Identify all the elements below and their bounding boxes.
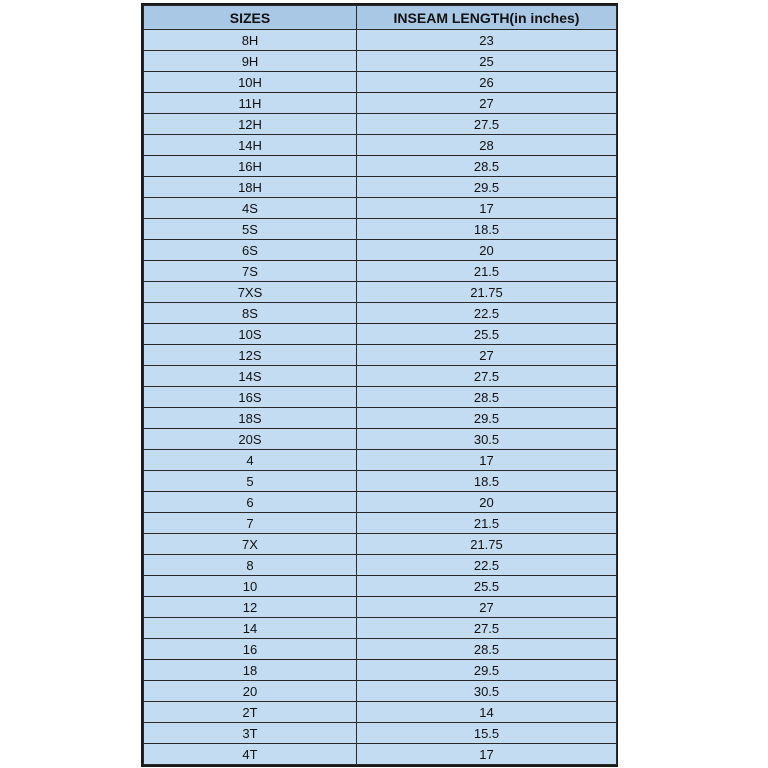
inseam-cell: 21.75: [357, 282, 617, 303]
header-row: [144, 6, 617, 30]
size-cell: 11H: [144, 93, 357, 114]
inseam-cell: 26: [357, 72, 617, 93]
table-row: [144, 450, 617, 471]
size-cell: 4T: [144, 744, 357, 765]
size-cell: 10S: [144, 324, 357, 345]
table-row: [144, 618, 617, 639]
size-cell: 7XS: [144, 282, 357, 303]
table-row: [144, 492, 617, 513]
table-row: [144, 72, 617, 93]
size-cell: 10: [144, 576, 357, 597]
size-cell: 5: [144, 471, 357, 492]
table-row: [144, 744, 617, 765]
size-cell: 3T: [144, 723, 357, 744]
size-cell: 18H: [144, 177, 357, 198]
size-cell: 20S: [144, 429, 357, 450]
size-cell: 4: [144, 450, 357, 471]
inseam-cell: 23: [357, 30, 617, 51]
table-row: [144, 324, 617, 345]
table-row: [144, 219, 617, 240]
inseam-cell: 21.5: [357, 261, 617, 282]
size-cell: 8S: [144, 303, 357, 324]
inseam-cell: 27: [357, 345, 617, 366]
inseam-cell: 17: [357, 744, 617, 765]
size-cell: 7S: [144, 261, 357, 282]
size-cell: 12S: [144, 345, 357, 366]
table-row: [144, 156, 617, 177]
inseam-cell: 25: [357, 51, 617, 72]
table-row: [144, 513, 617, 534]
size-cell: 10H: [144, 72, 357, 93]
table-row: [144, 177, 617, 198]
inseam-cell: 30.5: [357, 429, 617, 450]
size-chart: [141, 3, 618, 767]
table-row: [144, 366, 617, 387]
table-row: [144, 114, 617, 135]
table-body: [144, 30, 617, 765]
inseam-cell: 25.5: [357, 324, 617, 345]
inseam-cell: 25.5: [357, 576, 617, 597]
table-row: [144, 597, 617, 618]
size-cell: 8H: [144, 30, 357, 51]
inseam-cell: 27.5: [357, 618, 617, 639]
table-row: [144, 723, 617, 744]
table-row: [144, 681, 617, 702]
inseam-cell: 29.5: [357, 408, 617, 429]
size-cell: 7: [144, 513, 357, 534]
size-cell: 6S: [144, 240, 357, 261]
table-row: [144, 555, 617, 576]
inseam-cell: 28: [357, 135, 617, 156]
table-row: [144, 282, 617, 303]
table-row: [144, 471, 617, 492]
table-row: [144, 198, 617, 219]
size-table: [143, 5, 617, 765]
size-cell: 20: [144, 681, 357, 702]
table-row: [144, 135, 617, 156]
size-cell: 6: [144, 492, 357, 513]
table-row: [144, 576, 617, 597]
table-row: [144, 639, 617, 660]
table-row: [144, 345, 617, 366]
size-cell: 4S: [144, 198, 357, 219]
table-row: [144, 30, 617, 51]
table-row: [144, 408, 617, 429]
size-cell: 12H: [144, 114, 357, 135]
size-cell: 2T: [144, 702, 357, 723]
size-cell: 8: [144, 555, 357, 576]
inseam-cell: 20: [357, 492, 617, 513]
inseam-cell: 20: [357, 240, 617, 261]
table-row: [144, 387, 617, 408]
table-row: [144, 240, 617, 261]
inseam-cell: 27: [357, 93, 617, 114]
table-row: [144, 261, 617, 282]
table-row: [144, 303, 617, 324]
table-row: [144, 534, 617, 555]
size-cell: 14: [144, 618, 357, 639]
inseam-cell: 29.5: [357, 660, 617, 681]
size-cell: 18: [144, 660, 357, 681]
header-sizes: SIZES: [144, 6, 357, 30]
size-cell: 5S: [144, 219, 357, 240]
inseam-cell: 27.5: [357, 366, 617, 387]
inseam-cell: 28.5: [357, 387, 617, 408]
inseam-cell: 18.5: [357, 219, 617, 240]
inseam-cell: 27: [357, 597, 617, 618]
inseam-cell: 28.5: [357, 639, 617, 660]
inseam-cell: 17: [357, 198, 617, 219]
inseam-cell: 18.5: [357, 471, 617, 492]
size-cell: 9H: [144, 51, 357, 72]
inseam-cell: 29.5: [357, 177, 617, 198]
inseam-cell: 17: [357, 450, 617, 471]
header-inseam-length: INSEAM LENGTH(in inches): [357, 6, 617, 30]
size-cell: 16S: [144, 387, 357, 408]
size-cell: 12: [144, 597, 357, 618]
table-row: [144, 702, 617, 723]
inseam-cell: 15.5: [357, 723, 617, 744]
inseam-cell: 27.5: [357, 114, 617, 135]
size-cell: 16H: [144, 156, 357, 177]
inseam-cell: 21.5: [357, 513, 617, 534]
size-cell: 18S: [144, 408, 357, 429]
table-row: [144, 429, 617, 450]
size-cell: 16: [144, 639, 357, 660]
size-cell: 7X: [144, 534, 357, 555]
size-cell: 14S: [144, 366, 357, 387]
table-row: [144, 660, 617, 681]
inseam-cell: 21.75: [357, 534, 617, 555]
inseam-cell: 14: [357, 702, 617, 723]
inseam-cell: 30.5: [357, 681, 617, 702]
table-row: [144, 93, 617, 114]
inseam-cell: 28.5: [357, 156, 617, 177]
inseam-cell: 22.5: [357, 555, 617, 576]
table-row: [144, 51, 617, 72]
size-cell: 14H: [144, 135, 357, 156]
inseam-cell: 22.5: [357, 303, 617, 324]
